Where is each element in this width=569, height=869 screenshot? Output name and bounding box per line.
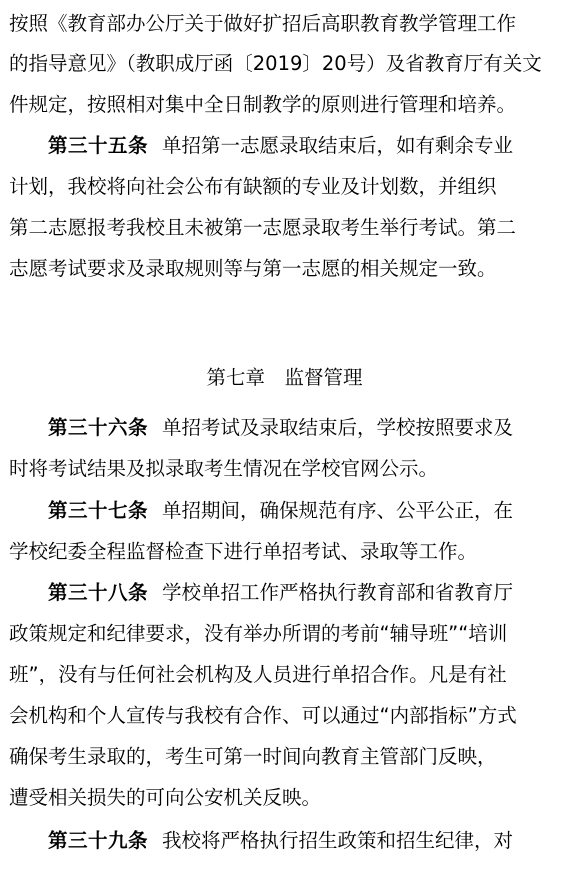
text-line: 政策规定和纪律要求，没有举办所谓的考前“辅导班”“培训: [9, 622, 508, 645]
article-37-first-line: [48, 499, 513, 523]
text-line: 学校纪委全程监督检查下进行单招考试、录取等工作。: [9, 540, 478, 563]
article-35-label: 第三十五条: [48, 134, 149, 157]
text-line: 遭受相关损失的可向公安机关反映。: [9, 786, 322, 809]
text-line: 班”，没有与任何社会机构及人员进行单招合作。凡是有社: [9, 663, 507, 686]
article-39-text: 我校将严格执行招生政策和招生纪律，对: [162, 829, 514, 852]
text-line: 时将考试结果及拟录取考生情况在学校官网公示。: [9, 457, 439, 480]
text-line: 会机构和个人宣传与我校有合作、可以通过“内部指标”方式: [9, 704, 517, 727]
text-line: 计划，我校将向社会公布有缺额的专业及计划数，并组织: [9, 175, 497, 198]
text-line: 确保考生录取的，考生可第一时间向教育主管部门反映，: [9, 745, 497, 768]
text-line: 的指导意见》（教职成厅函〔2019〕20号）及省教育厅有关文: [9, 52, 542, 75]
article-37-text: 单招期间，确保规范有序、公平公正，在: [162, 499, 514, 522]
article-38-first-line: [48, 581, 513, 605]
article-38-text: 学校单招工作严格执行教育部和省教育厅: [162, 581, 514, 604]
chapter-heading: 第七章 监督管理: [206, 366, 363, 389]
article-36-label: 第三十六条: [48, 416, 149, 439]
article-35-first-line: [48, 134, 513, 158]
article-38-label: 第三十八条: [48, 581, 149, 604]
text-line: 按照《教育部办公厅关于做好扩招后高职教育教学管理工作: [9, 12, 517, 35]
text-line: 志愿考试要求及录取规则等与第一志愿的相关规定一致。: [9, 257, 497, 280]
article-36-first-line: [48, 416, 513, 440]
article-39-label: 第三十九条: [48, 829, 149, 852]
article-36-text: 单招考试及录取结束后，学校按照要求及: [162, 416, 514, 439]
text-line: 第二志愿报考我校且未被第一志愿录取考生举行考试。第二: [9, 216, 517, 239]
article-35-text: 单招第一志愿录取结束后，如有剩余专业: [162, 134, 514, 157]
text-line: 件规定，按照相对集中全日制教学的原则进行管理和培养。: [9, 93, 517, 116]
article-37-label: 第三十七条: [48, 499, 149, 522]
article-39-first-line: [48, 829, 513, 853]
